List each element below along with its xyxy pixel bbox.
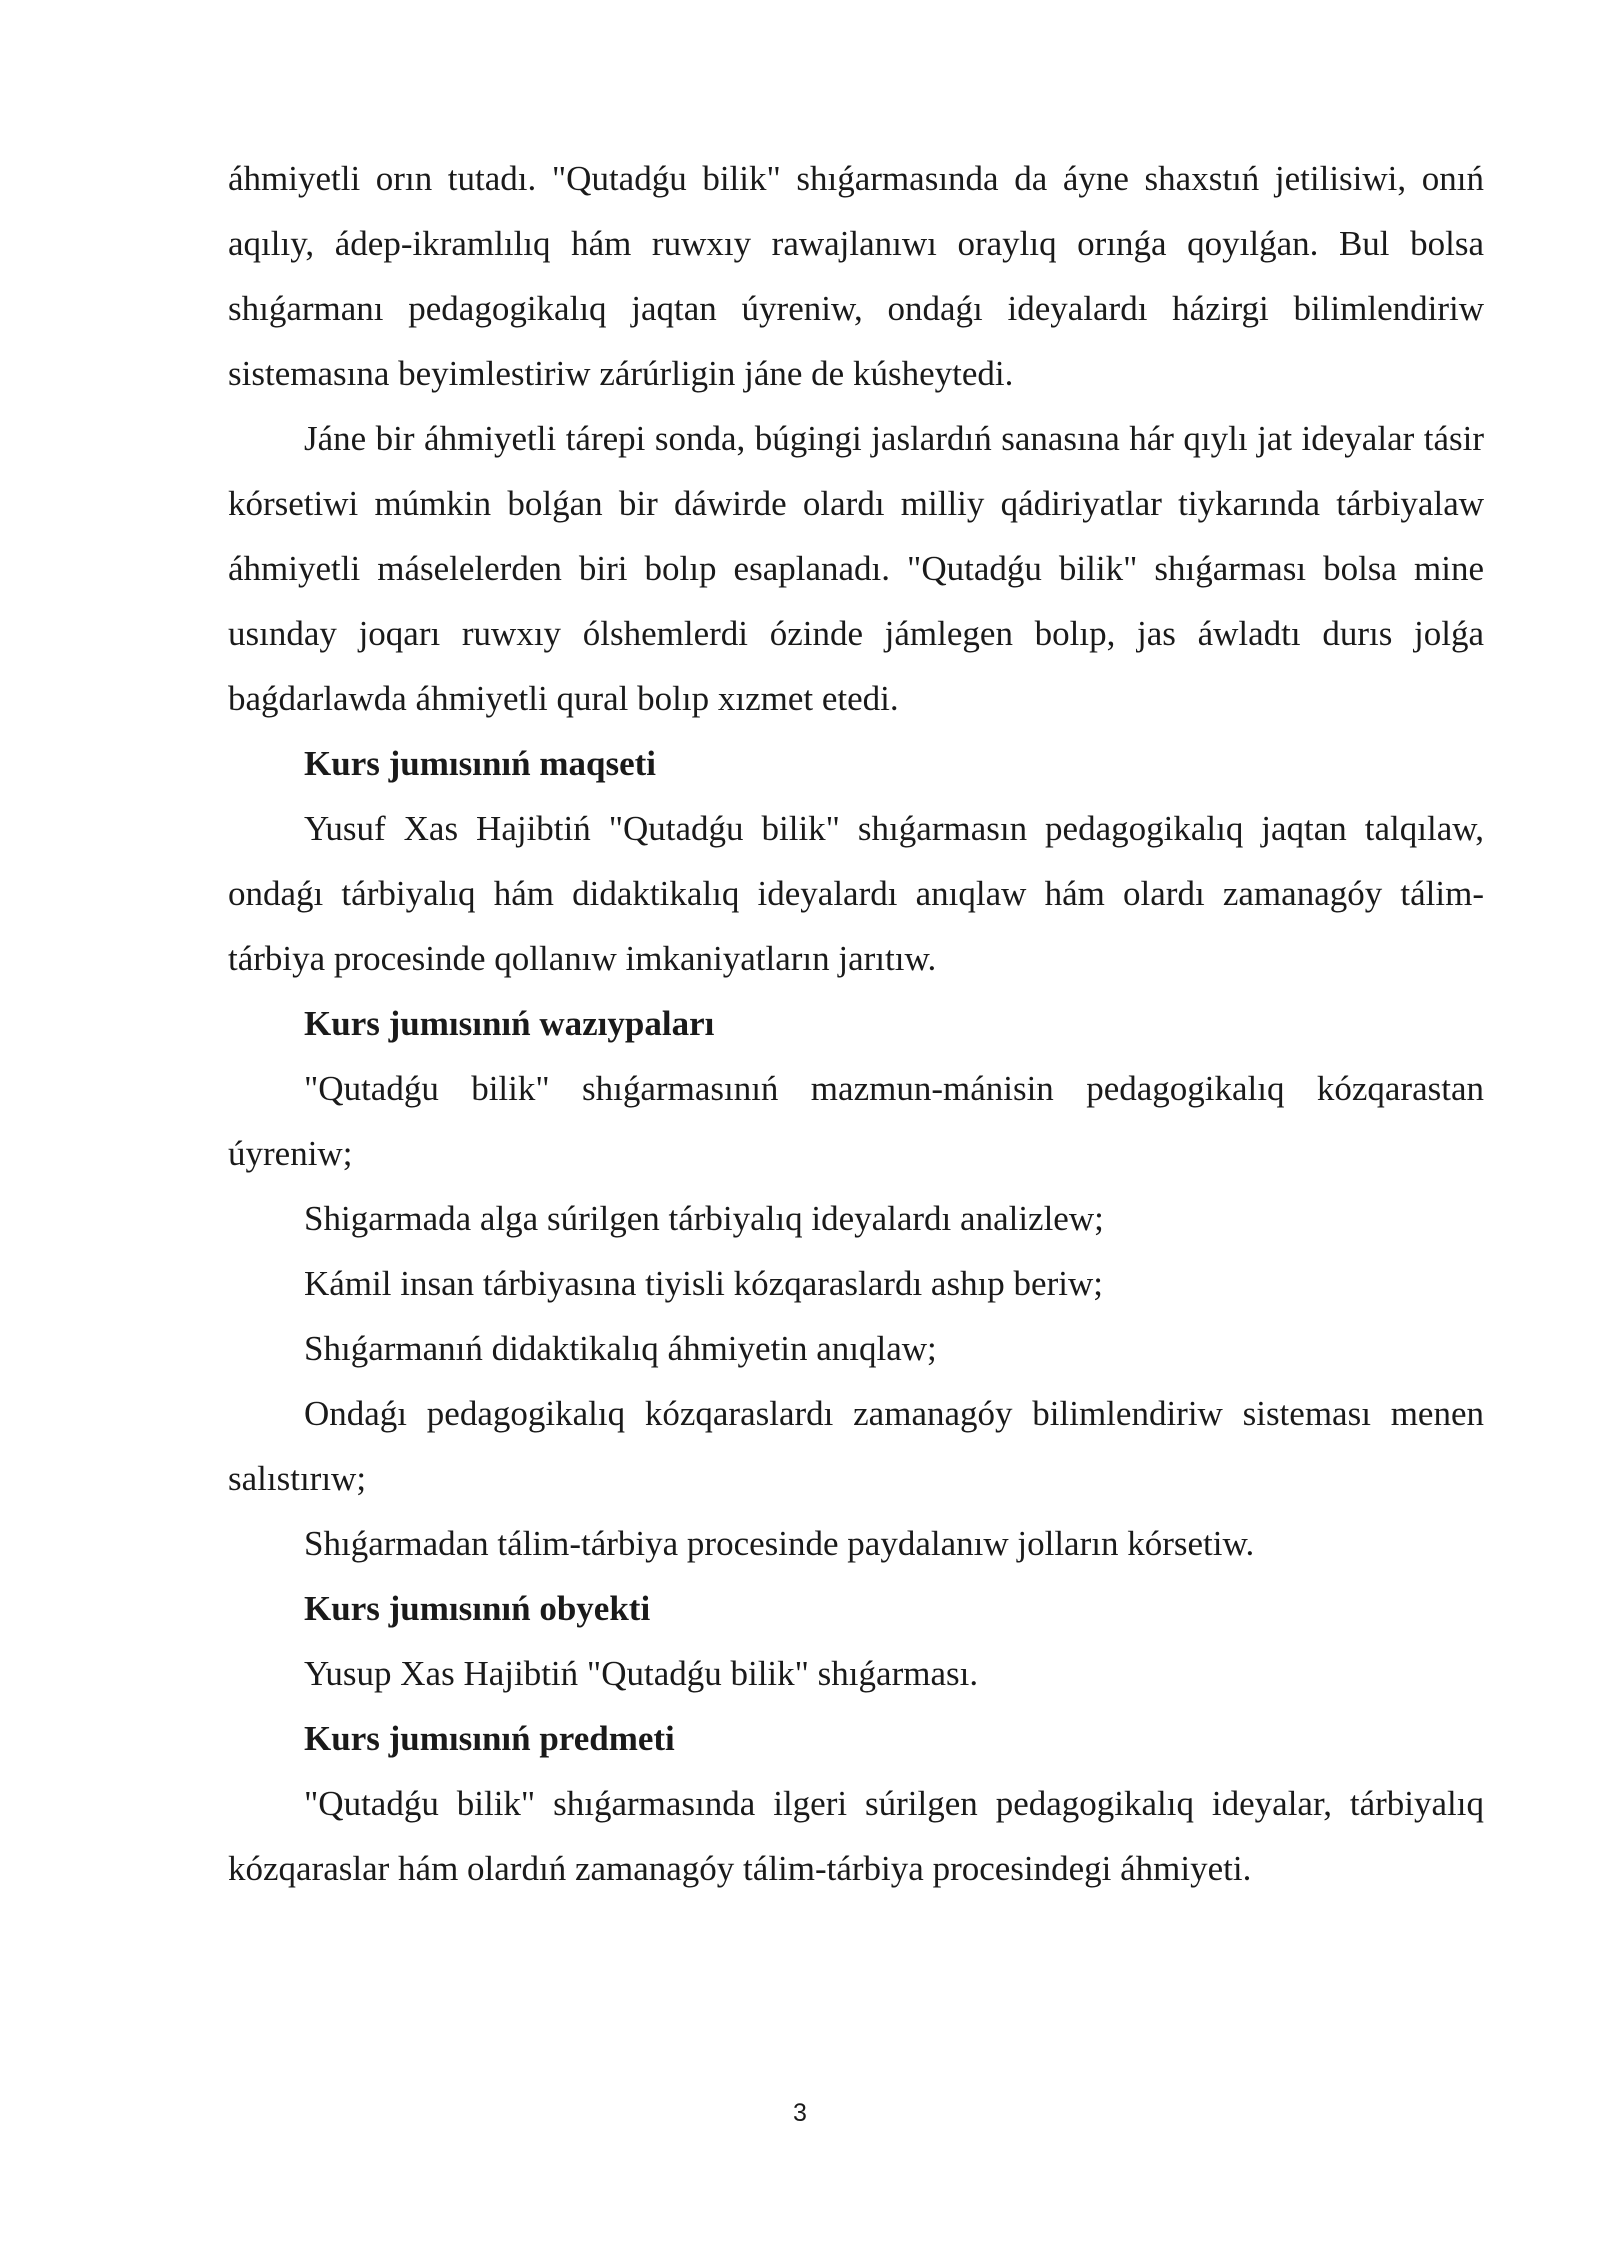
task-item: Shigarmada alga súrilgen tárbiyalıq ideyalardı analizlew; [304, 1199, 1104, 1238]
section-heading-object: Kurs jumısınıń obyekti [304, 1589, 651, 1628]
section-text-goal: Yusuf Xas Hajibtiń "Qutadǵu bilik" shıǵarmasın pedagogikalıq jaqtan talqılaw, ondaǵı tárbiyalıq hám didaktikalıq ideyalardı anıqlaw hám olardı zamanagóy tálim-tárbiya procesinde qollanıw imkaniyatların jarıtıw. [228, 809, 1484, 978]
task-item: Shıǵarmadan tálim-tárbiya procesinde paydalanıw jolların kórsetiw. [304, 1524, 1255, 1563]
section-heading-goal: Kurs jumısınıń maqseti [304, 744, 656, 783]
task-item: "Qutadǵu bilik" shıǵarmasınıń mazmun-mánisin pedagogikalıq kózqarastan úyreniw; [228, 1069, 1484, 1173]
page-number: 3 [793, 2099, 807, 2127]
section-text-object: Yusup Xas Hajibtiń "Qutadǵu bilik" shıǵarması. [304, 1654, 979, 1693]
section-heading-tasks: Kurs jumısınıń wazıypaları [304, 1004, 715, 1043]
section-text-subject: "Qutadǵu bilik" shıǵarmasında ilgeri súrilgen pedagogikalıq ideyalar, tárbiyalıq kózqaraslar hám olardıń zamanagóy tálim-tárbiya procesindegi áhmiyeti. [228, 1784, 1484, 1888]
paragraph: Jáne bir áhmiyetli tárepi sonda, búgingi jaslardıń sanasına hár qıylı jat ideyalar tásir kórsetiwi múmkin bolǵan bir dáwirde olardı milliy qádiriyatlar tiykarında tárbiyalaw áhmiyetli máselelerden biri bolıp esaplanadı. "Qutadǵu bilik" shıǵarması bolsa mine usınday joqarı ruwxıy ólshemlerdi ózinde jámlegen bolıp, jas áwladtı durıs jolǵa baǵdarlawda áhmiyetli qural bolıp xızmet etedi. [228, 419, 1484, 718]
section-heading-subject: Kurs jumısınıń predmeti [304, 1719, 675, 1758]
task-item: Ondaǵı pedagogikalıq kózqaraslardı zamanagóy bilimlendiriw sisteması menen salıstırıw; [228, 1394, 1484, 1498]
task-item: Kámil insan tárbiyasına tiyisli kózqaraslardı ashıp beriw; [304, 1264, 1103, 1303]
page-body [228, 146, 1484, 1901]
task-item: Shıǵarmanıń didaktikalıq áhmiyetin anıqlaw; [304, 1329, 937, 1368]
paragraph-continued: áhmiyetli orın tutadı. "Qutadǵu bilik" shıǵarmasında da áyne shaxstıń jetilisiwi, onıń aqılıy, ádep-ikramlılıq hám ruwxıy rawajlanıwı oraylıq orınǵa qoyılǵan. Bul bolsa shıǵarmanı pedagogikalıq jaqtan úyreniw, ondaǵı ideyalardı házirgi bilimlendiriw sistemasına beyimlestiriw zárúrligin jáne de kúsheytedi. [228, 159, 1484, 393]
